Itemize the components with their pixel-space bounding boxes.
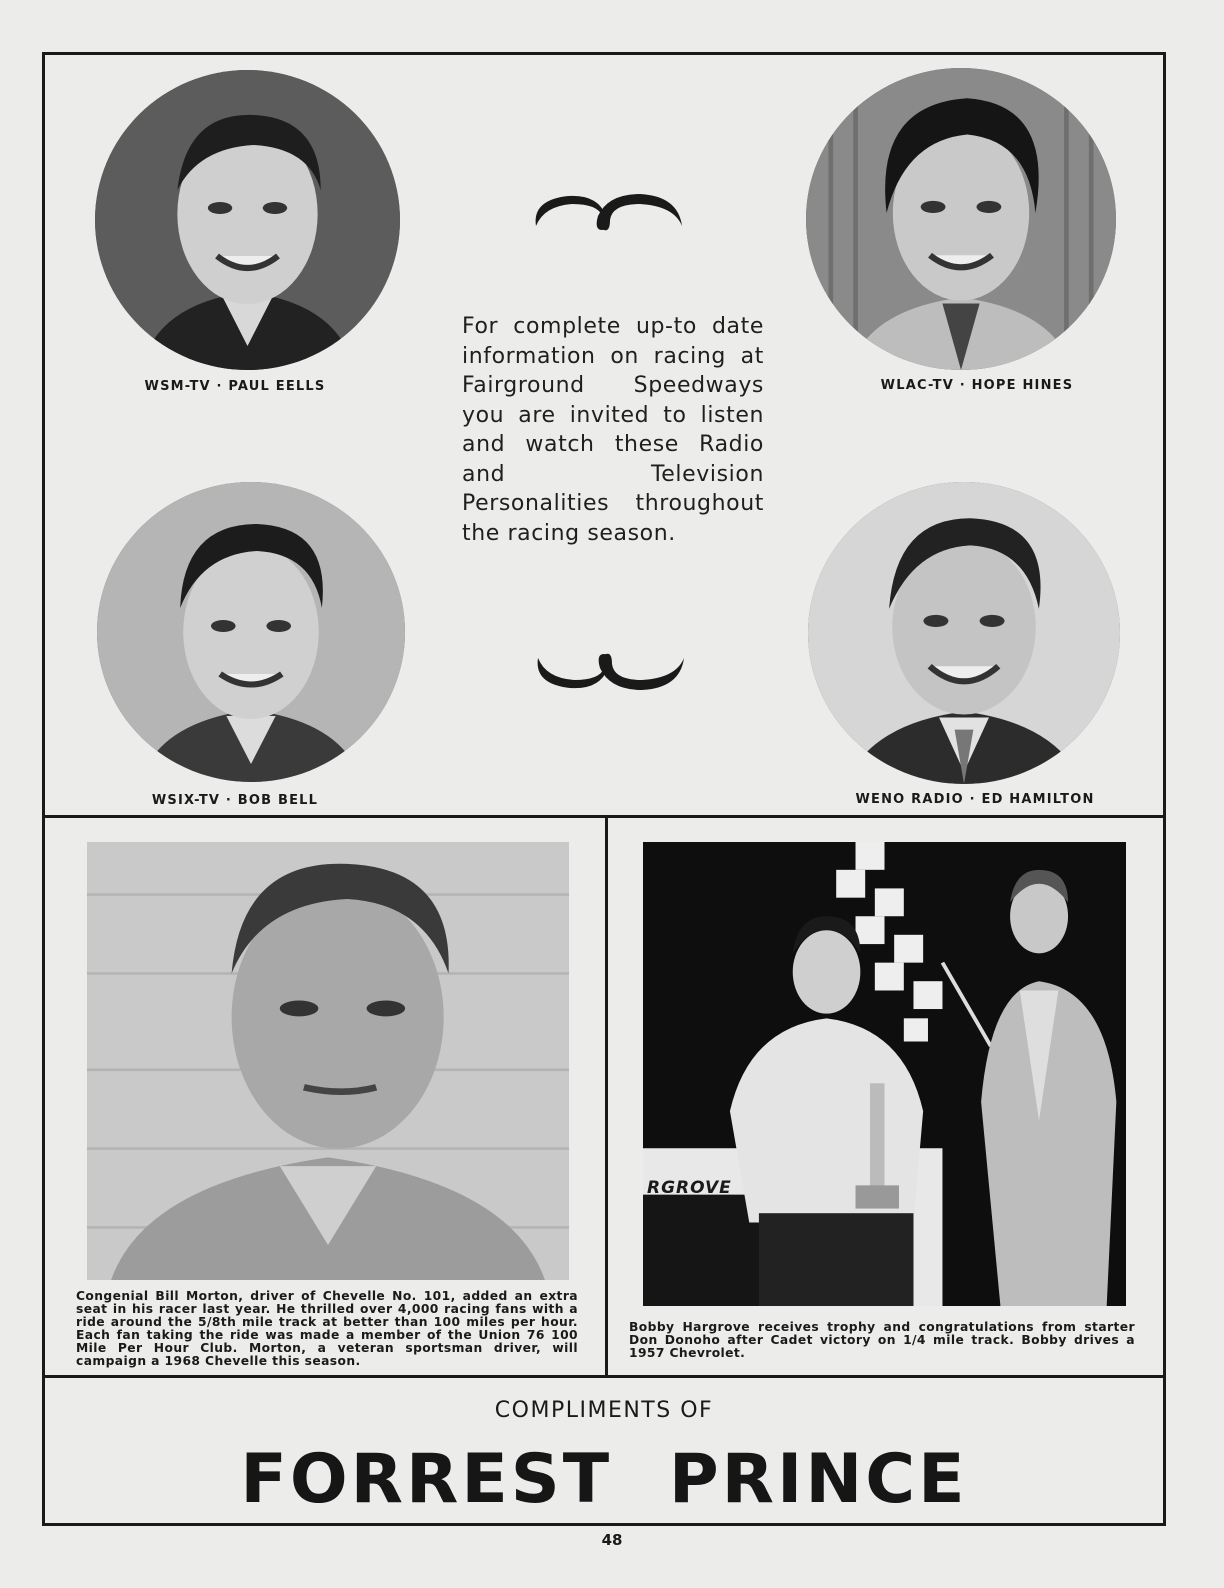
sponsor-name: FORREST PRINCE — [240, 1440, 968, 1519]
portrait-bob-bell — [97, 482, 405, 782]
flourish-bottom-ornament — [530, 650, 692, 696]
divider-footer — [42, 1375, 1166, 1378]
photo-bill-morton — [87, 842, 569, 1280]
portrait-caption-ed-hamilton: WENO RADIO · ED HAMILTON — [855, 792, 1095, 807]
photo-bobby-hargrove — [643, 842, 1126, 1306]
divider-photos — [605, 815, 608, 1377]
portrait-caption-hope-hines: WLAC-TV · HOPE HINES — [880, 378, 1074, 393]
portrait-caption-bob-bell: WSIX-TV · BOB BELL — [151, 793, 319, 808]
car-lettering: RGROVE — [647, 1178, 732, 1198]
portrait-caption-paul-eells: WSM-TV · PAUL EELLS — [144, 379, 326, 394]
portrait-ed-hamilton — [808, 482, 1120, 784]
caption-bill-morton: Congenial Bill Morton, driver of Chevelle No. 101, added an extra seat in his racer last year. He thrilled over 4,000 racing fans with a ride around the 5/8th mile track at better than 100 miles per hour. Each fan taking the ride was made a member of the Union 76 100 Mile Per Hour Club. Morton, a veteran sportsman driver, will campaign a 1968 Chevelle this season. — [76, 1289, 578, 1368]
divider-top — [42, 815, 1166, 818]
flourish-top-ornament — [528, 186, 690, 234]
caption-bobby-hargrove: Bobby Hargrove receives trophy and congratulations from starter Don Donoho after Cadet victory on 1/4 mile track. Bobby drives a 1957 Chevrolet. — [629, 1320, 1135, 1360]
compliments-label: COMPLIMENTS OF — [494, 1398, 714, 1423]
intro-paragraph: For complete up-to date information on racing at Fairground Speedways you are invited to listen and watch these Radio and Television Personalities throughout the racing season. — [462, 314, 764, 546]
portrait-hope-hines — [806, 68, 1116, 370]
page-number: 48 — [601, 1531, 623, 1549]
portrait-paul-eells — [95, 70, 400, 370]
